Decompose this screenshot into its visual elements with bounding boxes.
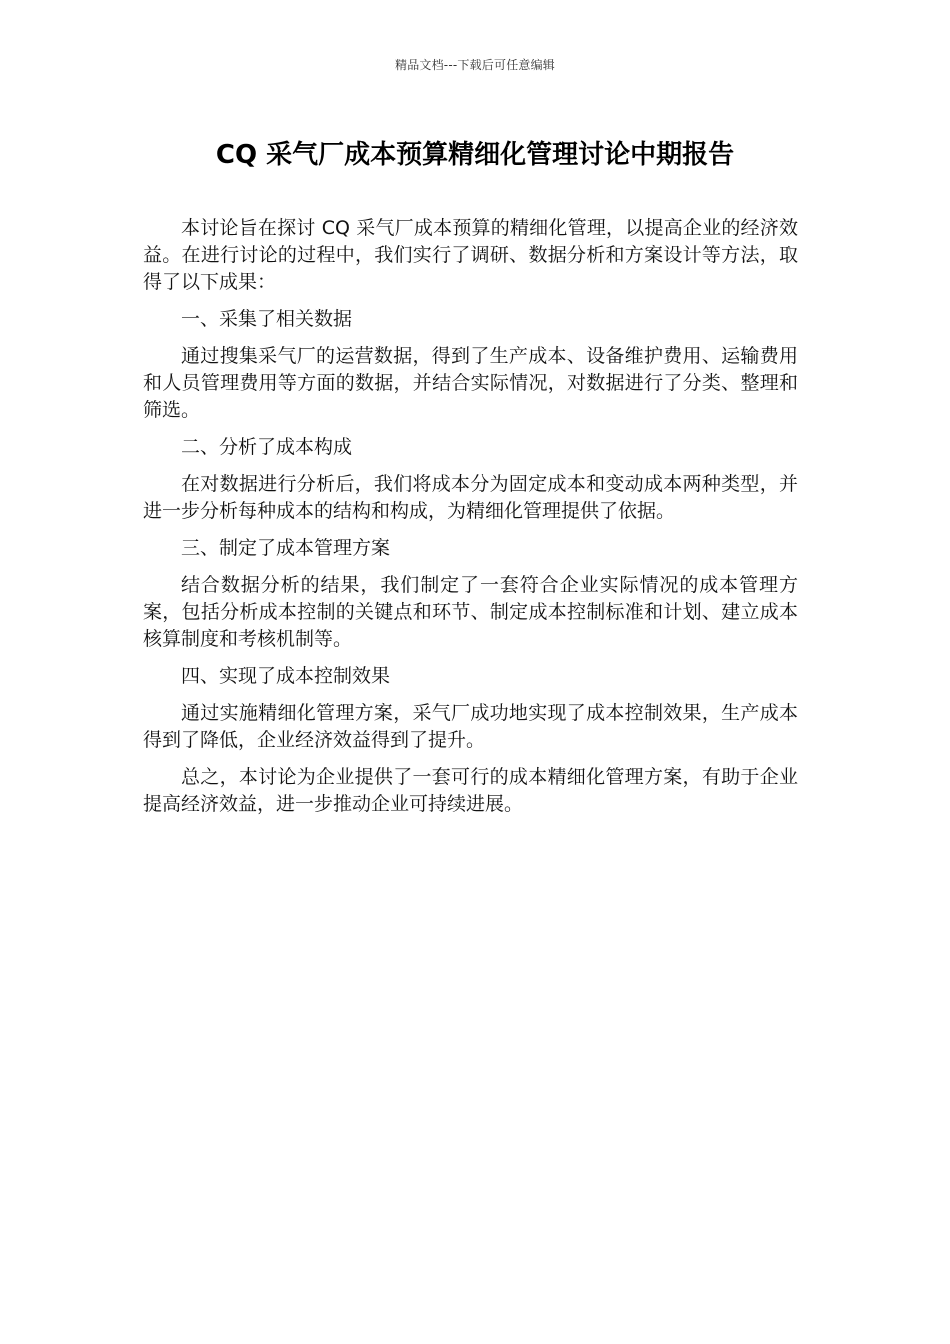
section-heading-4: 四、实现了成本控制效果: [181, 665, 391, 687]
section-body-4: 通过实施精细化管理方案，采气厂成功地实现了成本控制效果，生产成本得到了降低，企业经济效益得到了提升。: [143, 702, 798, 751]
document-title: CQ 采气厂成本预算精细化管理讨论中期报告: [215, 140, 735, 170]
conclusion-paragraph: 总之，本讨论为企业提供了一套可行的成本精细化管理方案，有助于企业提高经济效益，进一步推动企业可持续进展。: [143, 766, 798, 815]
intro-paragraph: 本讨论旨在探讨 CQ 采气厂成本预算的精细化管理，以提高企业的经济效益。在进行讨论的过程中，我们实行了调研、数据分析和方案设计等方法，取得了以下成果：: [143, 217, 798, 293]
section-body-1: 通过搜集采气厂的运营数据，得到了生产成本、设备维护费用、运输费用和人员管理费用等方面的数据，并结合实际情况，对数据进行了分类、整理和筛选。: [143, 345, 798, 421]
document-body: [143, 215, 798, 828]
section-heading-3: 三、制定了成本管理方案: [181, 537, 391, 559]
header-note: 精品文档---下载后可任意编辑: [395, 58, 555, 72]
section-heading-2: 二、分析了成本构成: [181, 436, 353, 458]
section-body-2: 在对数据进行分析后，我们将成本分为固定成本和变动成本两种类型，并进一步分析每种成本的结构和构成，为精细化管理提供了依据。: [143, 473, 798, 522]
section-body-3: 结合数据分析的结果，我们制定了一套符合企业实际情况的成本管理方案，包括分析成本控制的关键点和环节、制定成本控制标准和计划、建立成本核算制度和考核机制等。: [143, 574, 798, 650]
section-heading-1: 一、采集了相关数据: [181, 308, 353, 330]
